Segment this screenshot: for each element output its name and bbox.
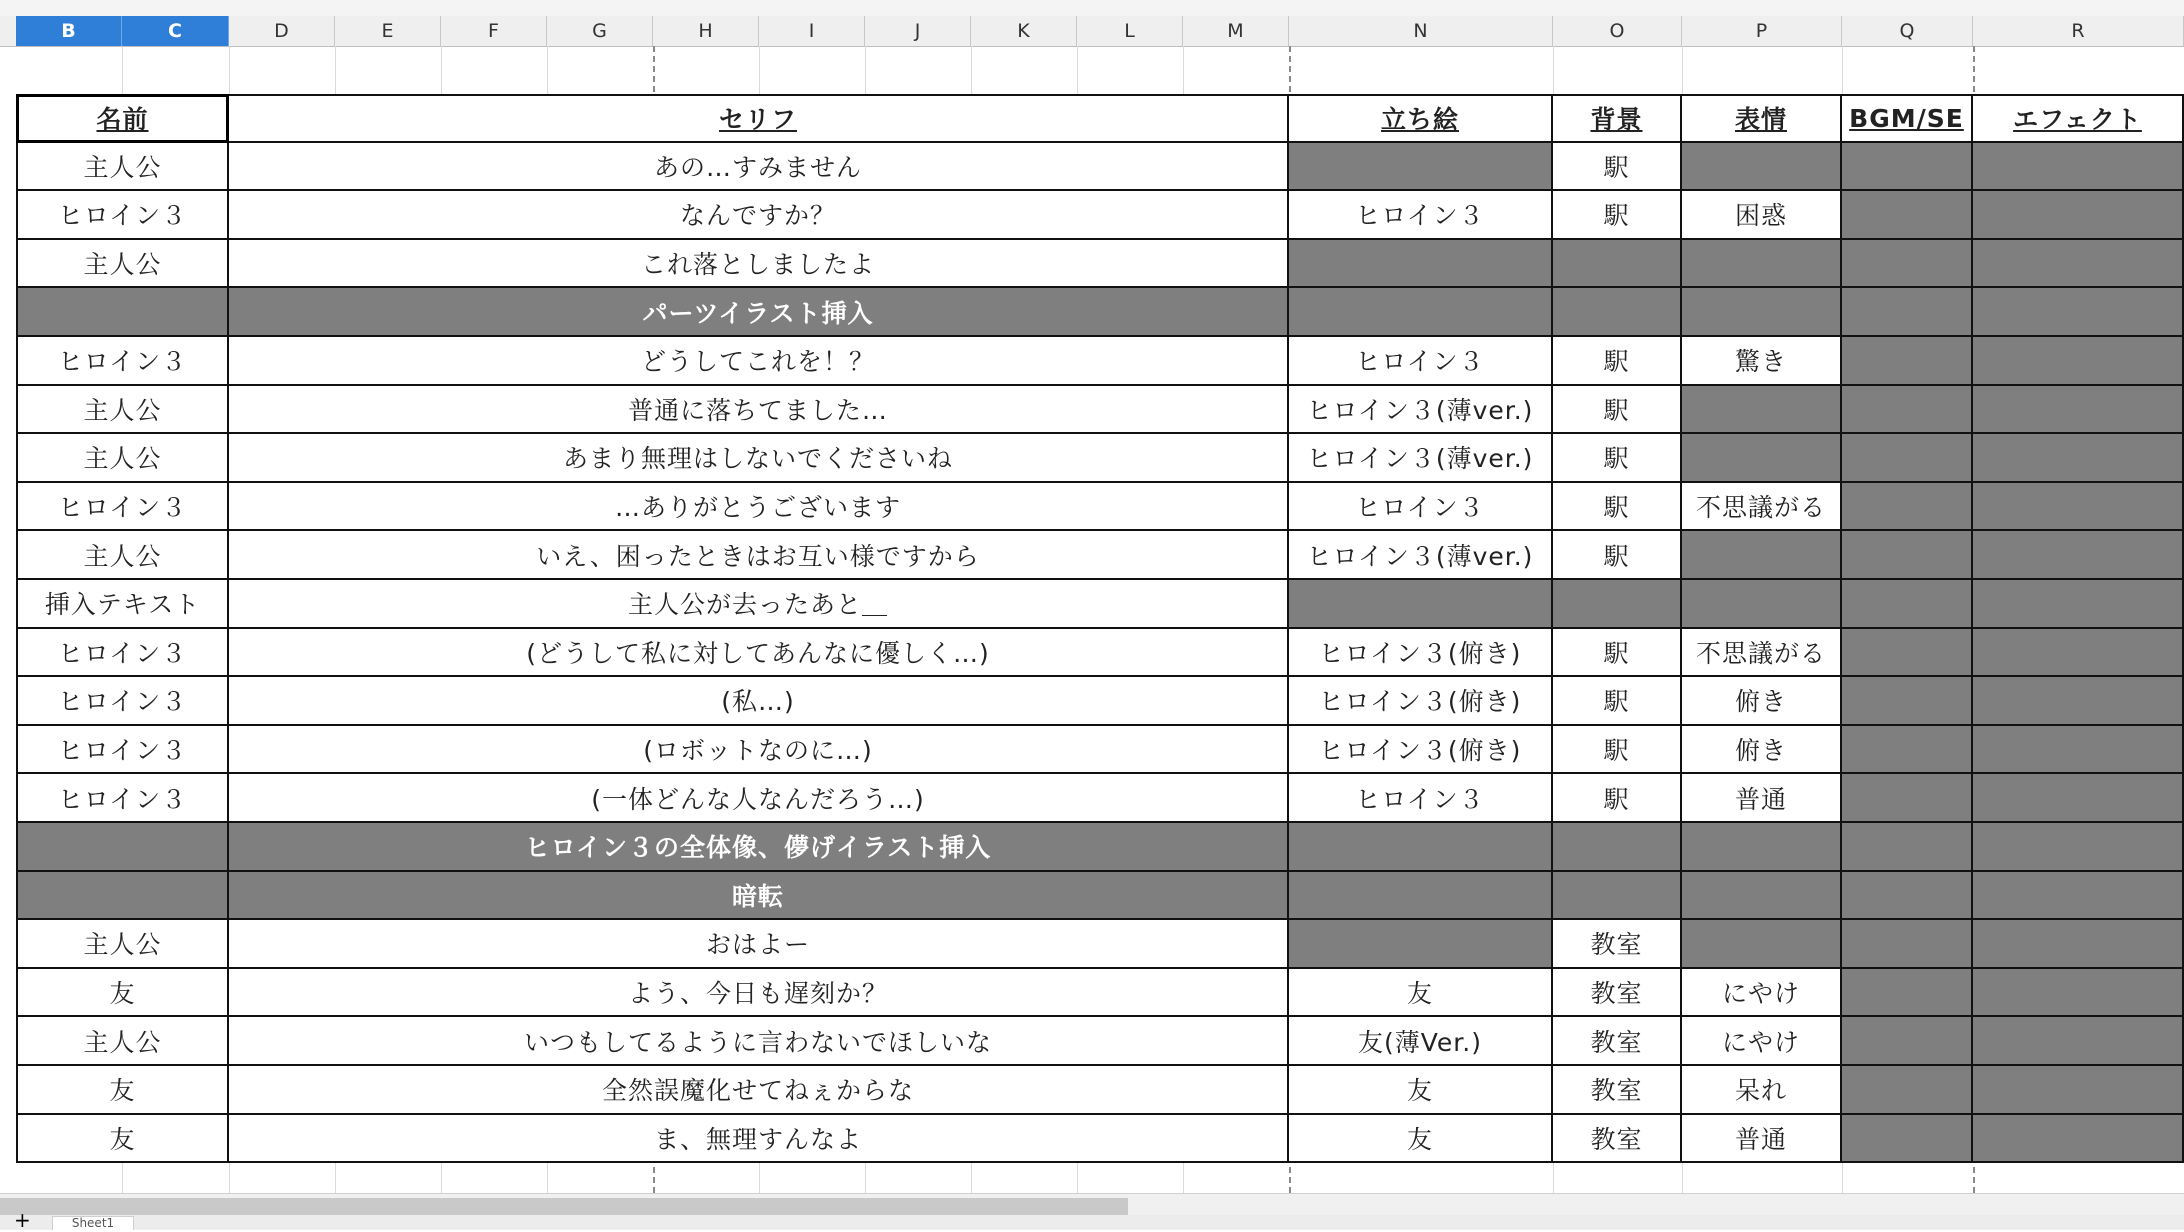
cell-bgm-se[interactable] [1842,823,1973,872]
cell-background[interactable]: 駅 [1553,629,1682,678]
cell-background[interactable]: 駅 [1553,143,1682,192]
cell-expression[interactable]: 普通 [1682,1115,1842,1164]
cell-expression[interactable]: 呆れ [1682,1066,1842,1115]
cell-expression[interactable] [1682,434,1842,483]
cell-line[interactable]: 暗転 [229,872,1289,921]
cell-name[interactable]: 主人公 [16,143,229,192]
cell-bgm-se[interactable] [1842,629,1973,678]
cell-effect[interactable] [1973,872,2184,921]
cell-line[interactable]: なんですか？ [229,191,1289,240]
cell-background[interactable]: 駅 [1553,483,1682,532]
cell-effect[interactable] [1973,1066,2184,1115]
cell-background[interactable] [1553,580,1682,629]
cell-bgm-se[interactable] [1842,580,1973,629]
column-header-k[interactable]: K [971,16,1077,46]
cell-background[interactable]: 教室 [1553,920,1682,969]
cell-portrait[interactable]: ヒロイン３(俯き) [1289,629,1553,678]
cell-name[interactable]: ヒロイン３ [16,774,229,823]
cell-bgm-se[interactable] [1842,143,1973,192]
cell-line[interactable]: よう、今日も遅刻か？ [229,969,1289,1018]
cell-portrait[interactable]: 友 [1289,1115,1553,1164]
cell-portrait[interactable]: ヒロイン３(薄ver.) [1289,386,1553,435]
cell-bgm-se[interactable] [1842,240,1973,289]
cell-effect[interactable] [1973,531,2184,580]
cell-effect[interactable] [1973,920,2184,969]
cell-effect[interactable] [1973,288,2184,337]
cell-portrait[interactable]: ヒロイン３(俯き) [1289,677,1553,726]
cell-effect[interactable] [1973,434,2184,483]
cell-effect[interactable] [1973,240,2184,289]
column-header-m[interactable]: M [1183,16,1289,46]
column-header-f[interactable]: F [441,16,547,46]
cell-bgm-se[interactable] [1842,434,1973,483]
cell-portrait[interactable]: ヒロイン３ [1289,774,1553,823]
cell-portrait[interactable]: 友(薄Ver.) [1289,1017,1553,1066]
sheet-tab[interactable]: Sheet1 [52,1216,134,1230]
cell-line[interactable]: 全然誤魔化せてねぇからな [229,1066,1289,1115]
column-header-g[interactable]: G [547,16,653,46]
cell-line[interactable]: ま、無理すんなよ [229,1115,1289,1164]
add-sheet-button[interactable]: + [14,1208,31,1232]
cell-line[interactable]: あの…すみません [229,143,1289,192]
cell-name[interactable] [16,823,229,872]
cell-bgm-se[interactable] [1842,386,1973,435]
cell-expression[interactable]: 驚き [1682,337,1842,386]
cell-line[interactable]: いつもしてるように言わないでほしいな [229,1017,1289,1066]
cell-background[interactable]: 駅 [1553,337,1682,386]
cell-expression[interactable] [1682,288,1842,337]
column-header-o[interactable]: O [1553,16,1682,46]
cell-line[interactable]: どうしてこれを！？ [229,337,1289,386]
cell-background[interactable]: 教室 [1553,1017,1682,1066]
cell-portrait[interactable] [1289,240,1553,289]
cell-background[interactable]: 駅 [1553,434,1682,483]
cell-bgm-se[interactable] [1842,920,1973,969]
cell-portrait[interactable]: ヒロイン３(薄ver.) [1289,531,1553,580]
cell-name[interactable]: 主人公 [16,386,229,435]
cell-expression[interactable] [1682,531,1842,580]
cell-effect[interactable] [1973,386,2184,435]
cell-bgm-se[interactable] [1842,337,1973,386]
cell-expression[interactable] [1682,823,1842,872]
toolbar-strip [0,0,2184,17]
cell-expression[interactable] [1682,386,1842,435]
cell-bgm-se[interactable] [1842,1066,1973,1115]
cell-background[interactable]: 教室 [1553,1066,1682,1115]
cell-name[interactable]: 主人公 [16,240,229,289]
column-header-j[interactable]: J [865,16,971,46]
cell-effect[interactable] [1973,483,2184,532]
column-header-c[interactable]: C [122,16,229,46]
cell-effect[interactable] [1973,143,2184,192]
cell-expression[interactable] [1682,920,1842,969]
cell-portrait[interactable] [1289,288,1553,337]
cell-effect[interactable] [1973,629,2184,678]
cell-background[interactable]: 駅 [1553,191,1682,240]
cell-name[interactable] [16,872,229,921]
cell-portrait[interactable]: 友 [1289,1066,1553,1115]
cell-expression[interactable]: 困惑 [1682,191,1842,240]
cell-name[interactable]: 主人公 [16,1017,229,1066]
cell-background[interactable] [1553,288,1682,337]
cell-bgm-se[interactable] [1842,531,1973,580]
column-header-r[interactable]: R [1973,16,2184,46]
cell-portrait[interactable]: ヒロイン３ [1289,337,1553,386]
cell-line[interactable]: いえ、困ったときはお互い様ですから [229,531,1289,580]
cell-expression[interactable] [1682,580,1842,629]
column-header-e[interactable]: E [335,16,441,46]
header-background[interactable]: 背景 [1553,94,1682,143]
column-header-q[interactable]: Q [1842,16,1973,46]
cell-portrait[interactable] [1289,920,1553,969]
cell-background[interactable]: 駅 [1553,774,1682,823]
cell-line[interactable]: 主人公が去ったあと＿ [229,580,1289,629]
cell-portrait[interactable]: ヒロイン３(薄ver.) [1289,434,1553,483]
cell-effect[interactable] [1973,337,2184,386]
cell-line[interactable]: (一体どんな人なんだろう…) [229,774,1289,823]
cell-background[interactable] [1553,823,1682,872]
cell-expression[interactable] [1682,143,1842,192]
cell-name[interactable]: 友 [16,969,229,1018]
cell-background[interactable]: 駅 [1553,531,1682,580]
cell-name[interactable]: ヒロイン３ [16,483,229,532]
sheet-tab-bar [0,1215,2184,1229]
cell-background[interactable] [1553,240,1682,289]
cell-line[interactable]: (私…) [229,677,1289,726]
cell-bgm-se[interactable] [1842,774,1973,823]
cell-name[interactable]: 友 [16,1066,229,1115]
cell-bgm-se[interactable] [1842,483,1973,532]
cell-effect[interactable] [1973,726,2184,775]
cell-line[interactable]: 普通に落ちてました… [229,386,1289,435]
cell-background[interactable]: 教室 [1553,969,1682,1018]
cell-line[interactable]: (ロボットなのに…) [229,726,1289,775]
cell-expression[interactable] [1682,872,1842,921]
cell-expression[interactable]: 俯き [1682,677,1842,726]
cell-expression[interactable]: 不思議がる [1682,483,1842,532]
cell-expression[interactable]: 普通 [1682,774,1842,823]
cell-background[interactable]: 駅 [1553,386,1682,435]
cell-portrait[interactable]: ヒロイン３(俯き) [1289,726,1553,775]
column-header-i[interactable]: I [759,16,865,46]
cell-effect[interactable] [1973,191,2184,240]
cell-name[interactable]: ヒロイン３ [16,726,229,775]
cell-portrait[interactable] [1289,823,1553,872]
cell-bgm-se[interactable] [1842,288,1973,337]
cell-name[interactable]: ヒロイン３ [16,677,229,726]
cell-background[interactable]: 教室 [1553,1115,1682,1164]
column-header-l[interactable]: L [1077,16,1183,46]
cell-portrait[interactable] [1289,580,1553,629]
cell-name[interactable]: ヒロイン３ [16,191,229,240]
cell-bgm-se[interactable] [1842,969,1973,1018]
header-portrait[interactable]: 立ち絵 [1289,94,1553,143]
cell-name[interactable]: 主人公 [16,531,229,580]
cell-line[interactable]: …ありがとうございます [229,483,1289,532]
cell-effect[interactable] [1973,580,2184,629]
cell-effect[interactable] [1973,1017,2184,1066]
cell-background[interactable] [1553,872,1682,921]
cell-bgm-se[interactable] [1842,1017,1973,1066]
cell-line[interactable]: パーツイラスト挿入 [229,288,1289,337]
cell-name[interactable]: 主人公 [16,920,229,969]
cell-expression[interactable] [1682,240,1842,289]
header-bgm-se[interactable]: BGM/SE [1842,94,1973,143]
column-header-p[interactable]: P [1682,16,1842,46]
column-header-n[interactable]: N [1289,16,1553,46]
cell-expression[interactable]: 不思議がる [1682,629,1842,678]
column-header-h[interactable]: H [653,16,759,46]
cell-line[interactable]: おはよー [229,920,1289,969]
cell-name[interactable]: 挿入テキスト [16,580,229,629]
cell-name[interactable]: ヒロイン３ [16,629,229,678]
column-header-b[interactable]: B [16,16,122,46]
cell-effect[interactable] [1973,1115,2184,1164]
cell-line[interactable]: あまり無理はしないでくださいね [229,434,1289,483]
cell-bgm-se[interactable] [1842,191,1973,240]
header-line[interactable]: セリフ [229,94,1289,143]
cell-effect[interactable] [1973,774,2184,823]
cell-line[interactable]: ヒロイン３の全体像、儚げイラスト挿入 [229,823,1289,872]
cell-expression[interactable]: 俯き [1682,726,1842,775]
cell-portrait[interactable]: ヒロイン３ [1289,191,1553,240]
cell-bgm-se[interactable] [1842,726,1973,775]
cell-portrait[interactable] [1289,143,1553,192]
cell-bgm-se[interactable] [1842,872,1973,921]
cell-line[interactable]: (どうして私に対してあんなに優しく…) [229,629,1289,678]
cell-line[interactable]: これ落としましたよ [229,240,1289,289]
cell-portrait[interactable] [1289,872,1553,921]
cell-name[interactable]: 友 [16,1115,229,1164]
cell-expression[interactable]: にやけ [1682,969,1842,1018]
column-header-d[interactable]: D [229,16,335,46]
cell-bgm-se[interactable] [1842,677,1973,726]
cell-background[interactable]: 駅 [1553,677,1682,726]
cell-effect[interactable] [1973,677,2184,726]
cell-portrait[interactable]: ヒロイン３ [1289,483,1553,532]
cell-name[interactable]: ヒロイン３ [16,337,229,386]
header-name[interactable]: 名前 [16,94,229,143]
cell-effect[interactable] [1973,969,2184,1018]
cell-background[interactable]: 駅 [1553,726,1682,775]
cell-name[interactable] [16,288,229,337]
cell-bgm-se[interactable] [1842,1115,1973,1164]
column-header-bar [0,16,2184,47]
cell-portrait[interactable]: 友 [1289,969,1553,1018]
cell-effect[interactable] [1973,823,2184,872]
header-expression[interactable]: 表情 [1682,94,1842,143]
cell-name[interactable]: 主人公 [16,434,229,483]
header-effect[interactable]: エフェクト [1973,94,2184,143]
cell-expression[interactable]: にやけ [1682,1017,1842,1066]
